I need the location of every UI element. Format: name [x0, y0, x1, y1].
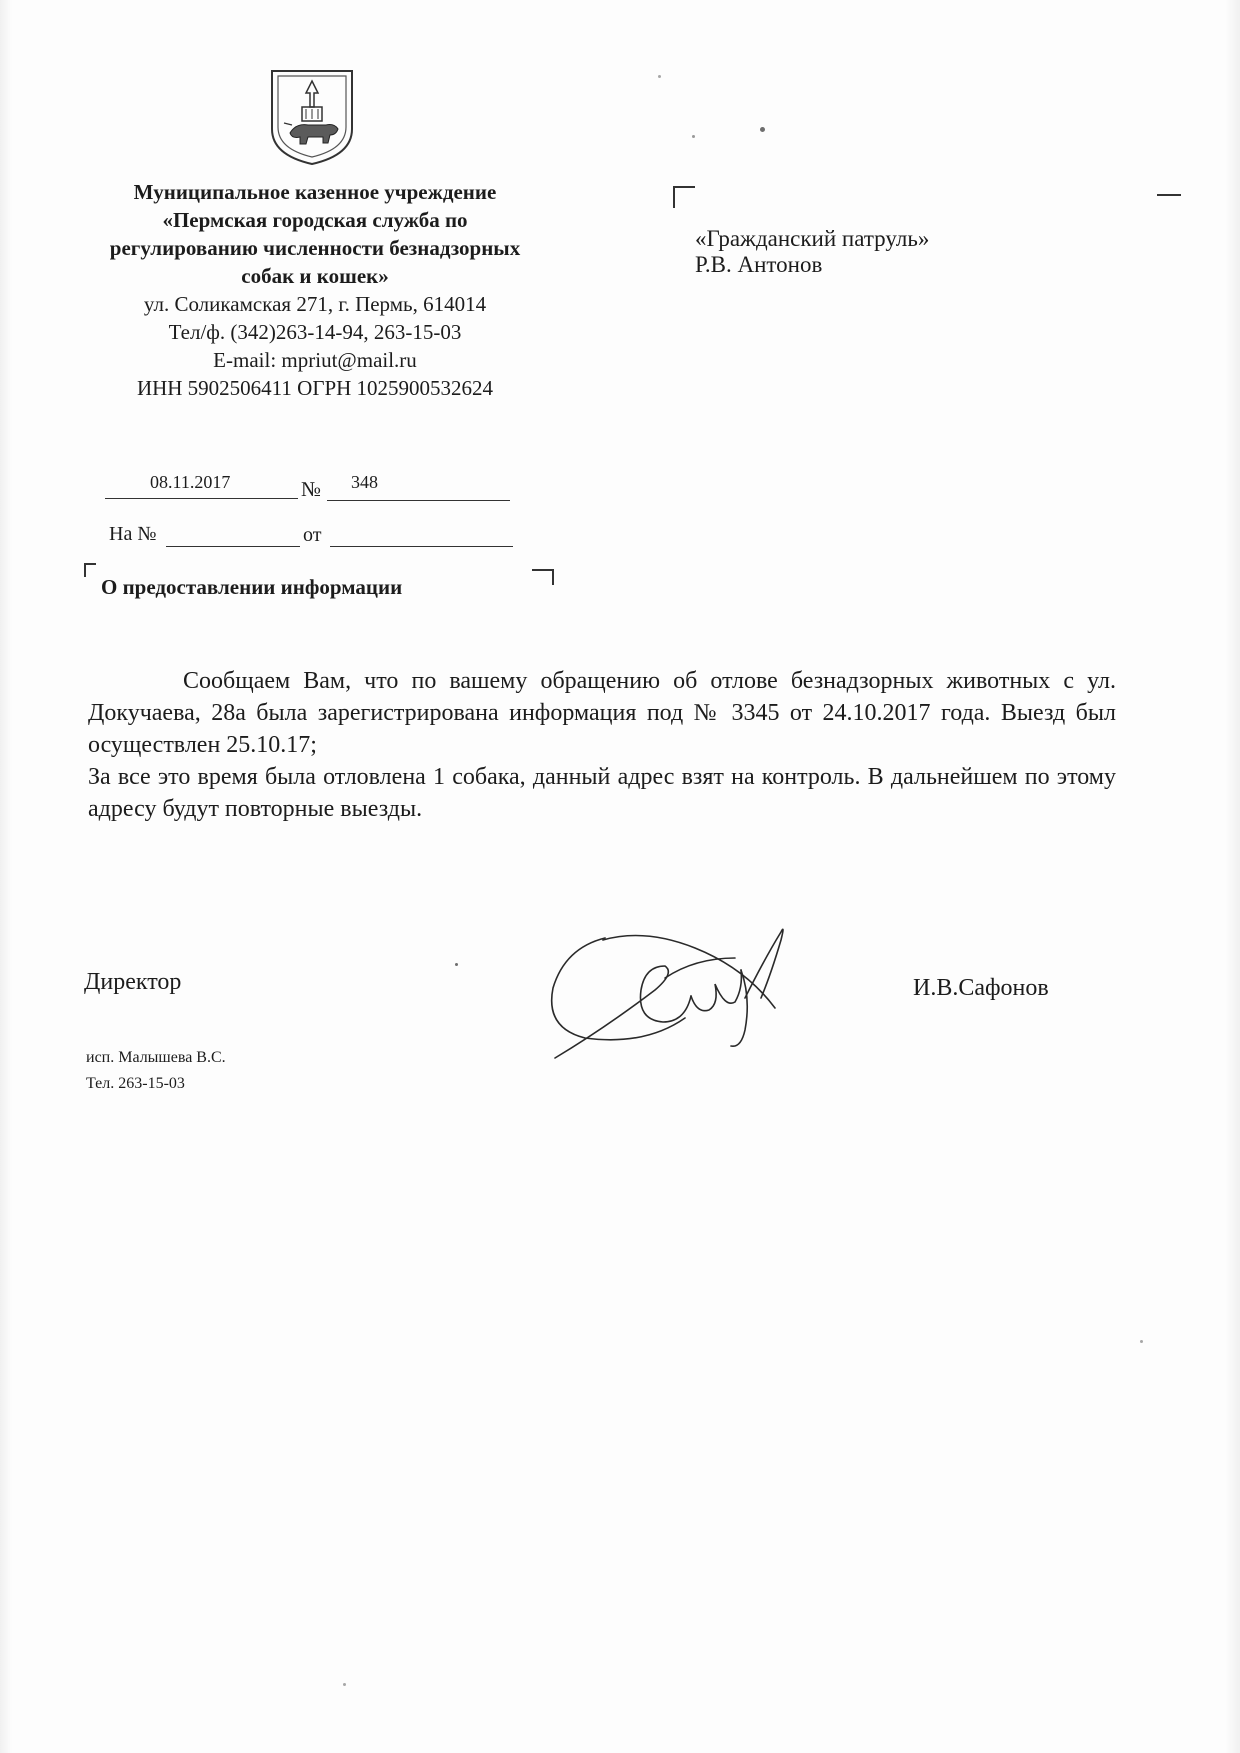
addressee	[695, 226, 929, 278]
addressee-corner-left	[673, 186, 695, 208]
letter-subject: О предоставлении информации	[101, 575, 403, 599]
reply-label: На №	[109, 523, 157, 545]
reg-number-line	[327, 499, 510, 501]
org-phone: Тел/ф. (342)263-14-94, 263-15-03	[168, 320, 462, 344]
handwritten-signature	[545, 918, 815, 1068]
reg-date: 08.11.2017	[150, 472, 231, 492]
letter-body	[88, 665, 1116, 825]
scan-speck	[1140, 1340, 1143, 1343]
scan-speck	[343, 1683, 346, 1686]
org-address: ул. Соликамская 271, г. Пермь, 614014	[143, 292, 487, 316]
reg-date-line	[105, 497, 298, 499]
scan-edge-shadow	[1225, 0, 1240, 1753]
body-paragraph-1: Сообщаем Вам, что по вашему обращению об отлове безнадзорных животных с ул. Докучаева, 28а была зарегистрирована информация под № 3345 от 24.10.2017 года. Выезд был осуществлен 25.10.17;	[88, 668, 1116, 758]
executor-info	[86, 1045, 226, 1097]
scan-speck	[760, 127, 765, 132]
scan-speck	[455, 963, 458, 966]
org-email: E-mail: mpriut@mail.ru	[213, 348, 417, 372]
subject-corner-right	[532, 569, 554, 585]
org-name-line-3: регулированию численности безнадзорных	[109, 236, 521, 260]
reg-number-label: №	[301, 477, 322, 501]
organization-header	[50, 178, 580, 402]
org-name-line-2: «Пермская городская служба по	[162, 208, 468, 232]
org-name-line-1: Муниципальное казенное учреждение	[133, 180, 497, 204]
body-paragraph-2: За все это время была отловлена 1 собака, данный адрес взят на контроль. В дальнейшем по этому адресу будут повторные выезды.	[88, 764, 1116, 822]
reply-number-line	[166, 545, 300, 547]
signer-role: Директор	[84, 969, 182, 995]
addressee-corner-right	[1157, 194, 1181, 196]
org-ids: ИНН 5902506411 ОГРН 1025900532624	[136, 376, 494, 400]
reply-from-line	[330, 545, 513, 547]
addressee-org: «Гражданский патруль»	[695, 226, 930, 251]
signer-name: И.В.Сафонов	[913, 975, 1049, 1001]
addressee-person: Р.В. Антонов	[695, 252, 823, 277]
subject-corner-left	[84, 563, 96, 577]
reply-from-label: от	[303, 524, 322, 546]
coat-of-arms-icon	[268, 67, 356, 167]
scan-speck	[692, 135, 695, 138]
org-name-line-4: собак и кошек»	[241, 264, 389, 288]
executor-phone: Тел. 263-15-03	[86, 1075, 185, 1092]
scan-edge-shadow	[0, 0, 12, 1753]
reg-number: 348	[351, 472, 378, 492]
scan-speck	[658, 75, 661, 78]
executor-name: исп. Малышева В.С.	[86, 1049, 226, 1066]
